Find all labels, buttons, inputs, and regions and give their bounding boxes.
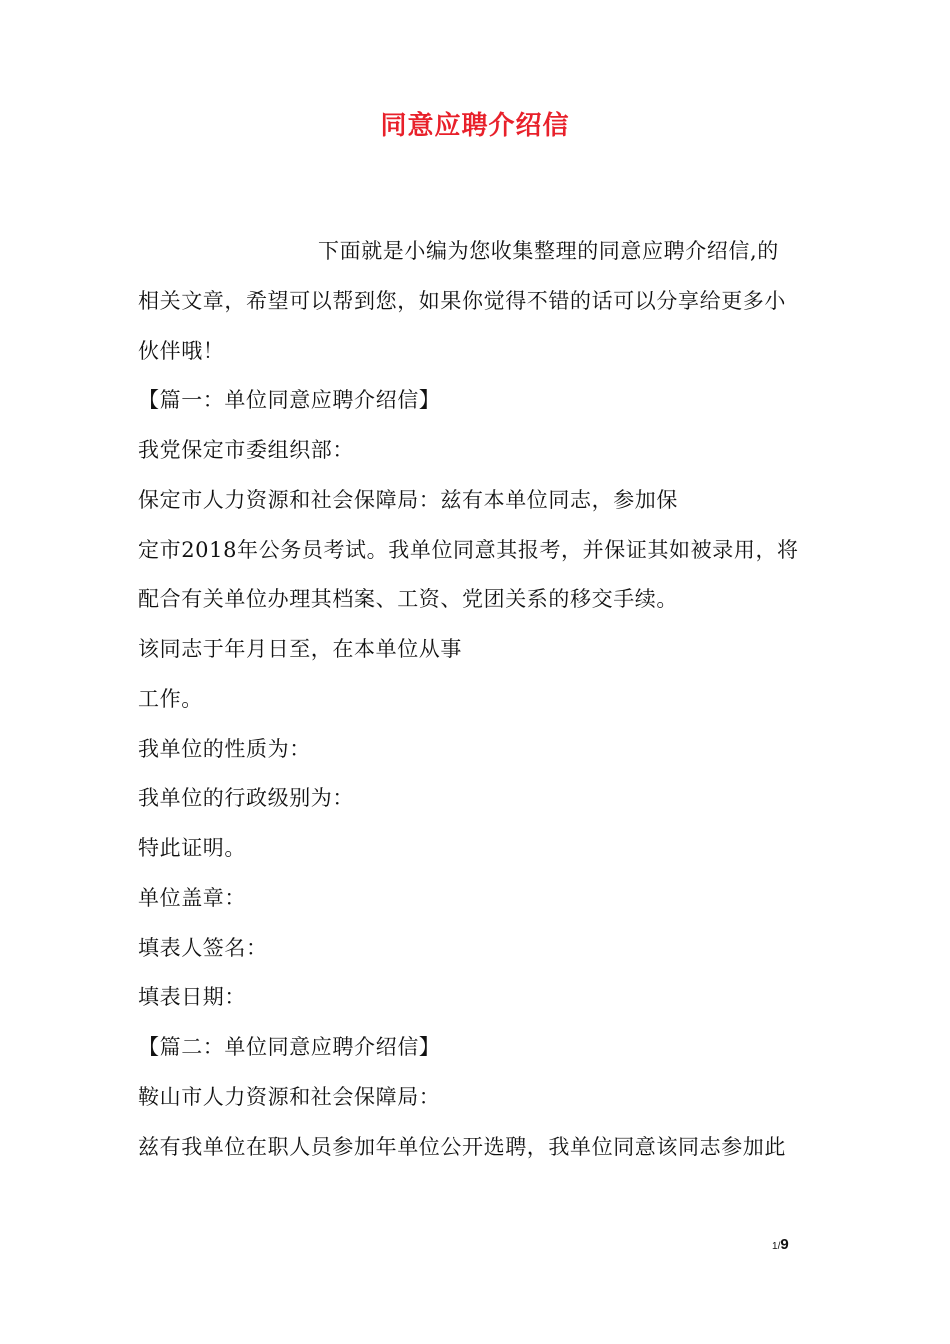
body-line: 定市2018年公务员考试。我单位同意其报考，并保证其如被录用，将: [138, 538, 799, 562]
body-line: 配合有关单位办理其档案、工资、党团关系的移交手续。: [138, 587, 678, 611]
intro-line-2: 相关文章，希望可以帮到您，如果你觉得不错的话可以分享给更多小: [138, 289, 786, 313]
seal-field-label: 单位盖章：: [138, 886, 246, 910]
date-field-label: 填表日期：: [138, 985, 246, 1009]
recipient-line: 我党保定市委组织部：: [138, 438, 354, 462]
page-total: 9: [780, 1236, 789, 1253]
section-heading-1: 【篇一：单位同意应聘介绍信】: [138, 388, 441, 412]
signature-field-label: 填表人签名：: [138, 936, 268, 960]
intro-line-3: 伙伴哦！: [138, 339, 225, 363]
body-line: 我单位的性质为：: [138, 737, 311, 761]
section-heading-2: 【篇二：单位同意应聘介绍信】: [138, 1035, 441, 1059]
page-number: [772, 1236, 789, 1256]
recipient-line: 鞍山市人力资源和社会保障局：: [138, 1085, 441, 1109]
body-line: 保定市人力资源和社会保障局：兹有本单位同志，参加保: [138, 488, 678, 512]
body-line: 特此证明。: [138, 836, 246, 860]
body-line: 兹有我单位在职人员参加年单位公开选聘，我单位同意该同志参加此: [138, 1135, 786, 1159]
page-current: 1: [772, 1241, 778, 1252]
page-separator: /: [777, 1241, 781, 1252]
body-line: 工作。: [138, 687, 203, 711]
body-line: 我单位的行政级别为：: [138, 786, 354, 810]
document-title: 同意应聘介绍信: [380, 111, 570, 141]
body-line: 该同志于年月日至，在本单位从事: [138, 637, 462, 661]
intro-line-1: 下面就是小编为您收集整理的同意应聘介绍信,的: [318, 239, 779, 263]
